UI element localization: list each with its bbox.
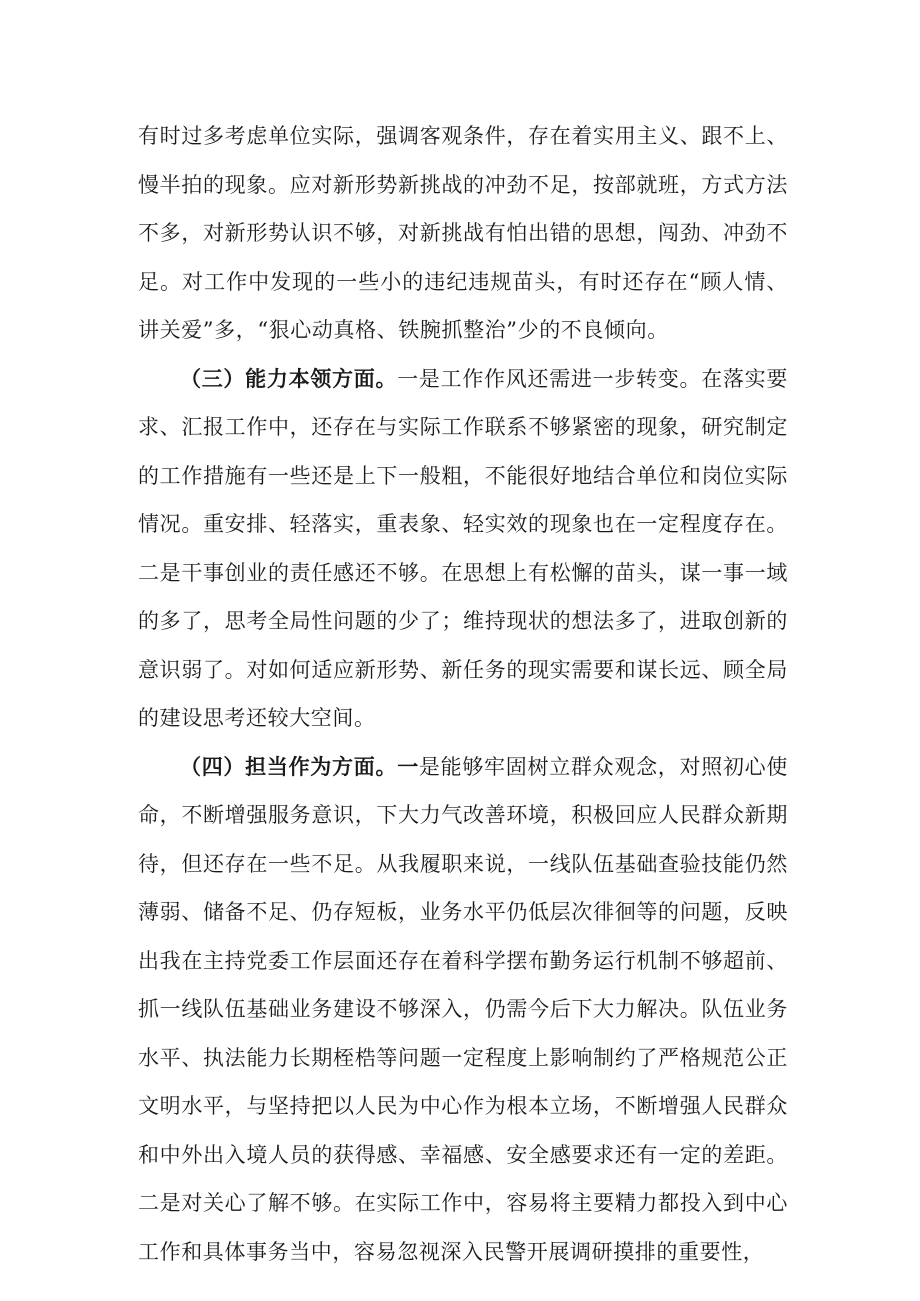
section-heading-three: （三）能力本领方面。 xyxy=(180,366,398,391)
paragraph-text: 有时过多考虑单位实际，强调客观条件，存在着实用主义、跟不上、慢半拍的现象。应对新形势新挑战的冲劲不足，按部就班，方式方法不多，对新形势认识不够，对新挑战有怕出错的思想，闯劲、冲劲不足。对工作中发现的一些小的违纪违规苗头，有时还存在“顾人情、讲关爱”多，“狠心动真格、铁腕抓整治”少的不良倾向。 xyxy=(138,124,788,342)
document-body xyxy=(138,112,788,1276)
paragraph-responsibility-action xyxy=(138,743,788,1277)
bold-lead-character: 一 xyxy=(397,754,419,779)
section-heading-four: （四）担当作为方面。 xyxy=(180,754,398,779)
paragraph-text: 一是工作作风还需进一步转变。在落实要求、汇报工作中，还存在与实际工作联系不够紧密的现象，研究制定的工作措施有一些还是上下一般粗，不能很好地结合单位和岗位实际情况。重安排、轻落实，重表象、轻实效的现象也在一定程度存在。二是干事创业的责任感还不够。在思想上有松懈的苗头，谋一事一域的多了，思考全局性问题的少了；维持现状的想法多了，进取创新的意识弱了。对如何适应新形势、新任务的现实需要和谋长远、顾全局的建设思考还较大空间。 xyxy=(138,366,788,730)
paragraph-text: 是能够牢固树立群众观念，对照初心使命，不断增强服务意识，下大力气改善环境，积极回应人民群众新期待，但还存在一些不足。从我履职来说，一线队伍基础查验技能仍然薄弱、储备不足、仍存短板，业务水平仍低层次徘徊等的问题，反映出我在主持党委工作层面还存在着科学摆布勤务运行机制不够超前、抓一线队伍基础业务建设不够深入，仍需今后下大力解决。队伍业务水平、执法能力长期桎梏等问题一定程度上影响制约了严格规范公正文明水平，与坚持把以人民为中心作为根本立场，不断增强人民群众和中外出入境人员的获得感、幸福感、安全感要求还有一定的差距。二是对关心了解不够。在实际工作中，容易将主要精力都投入到中心工作和具体事务当中，容易忽视深入民警开展调研摸排的重要性， xyxy=(138,754,788,1264)
paragraph-ability-skills xyxy=(138,355,788,743)
paragraph-continuation xyxy=(138,112,788,355)
